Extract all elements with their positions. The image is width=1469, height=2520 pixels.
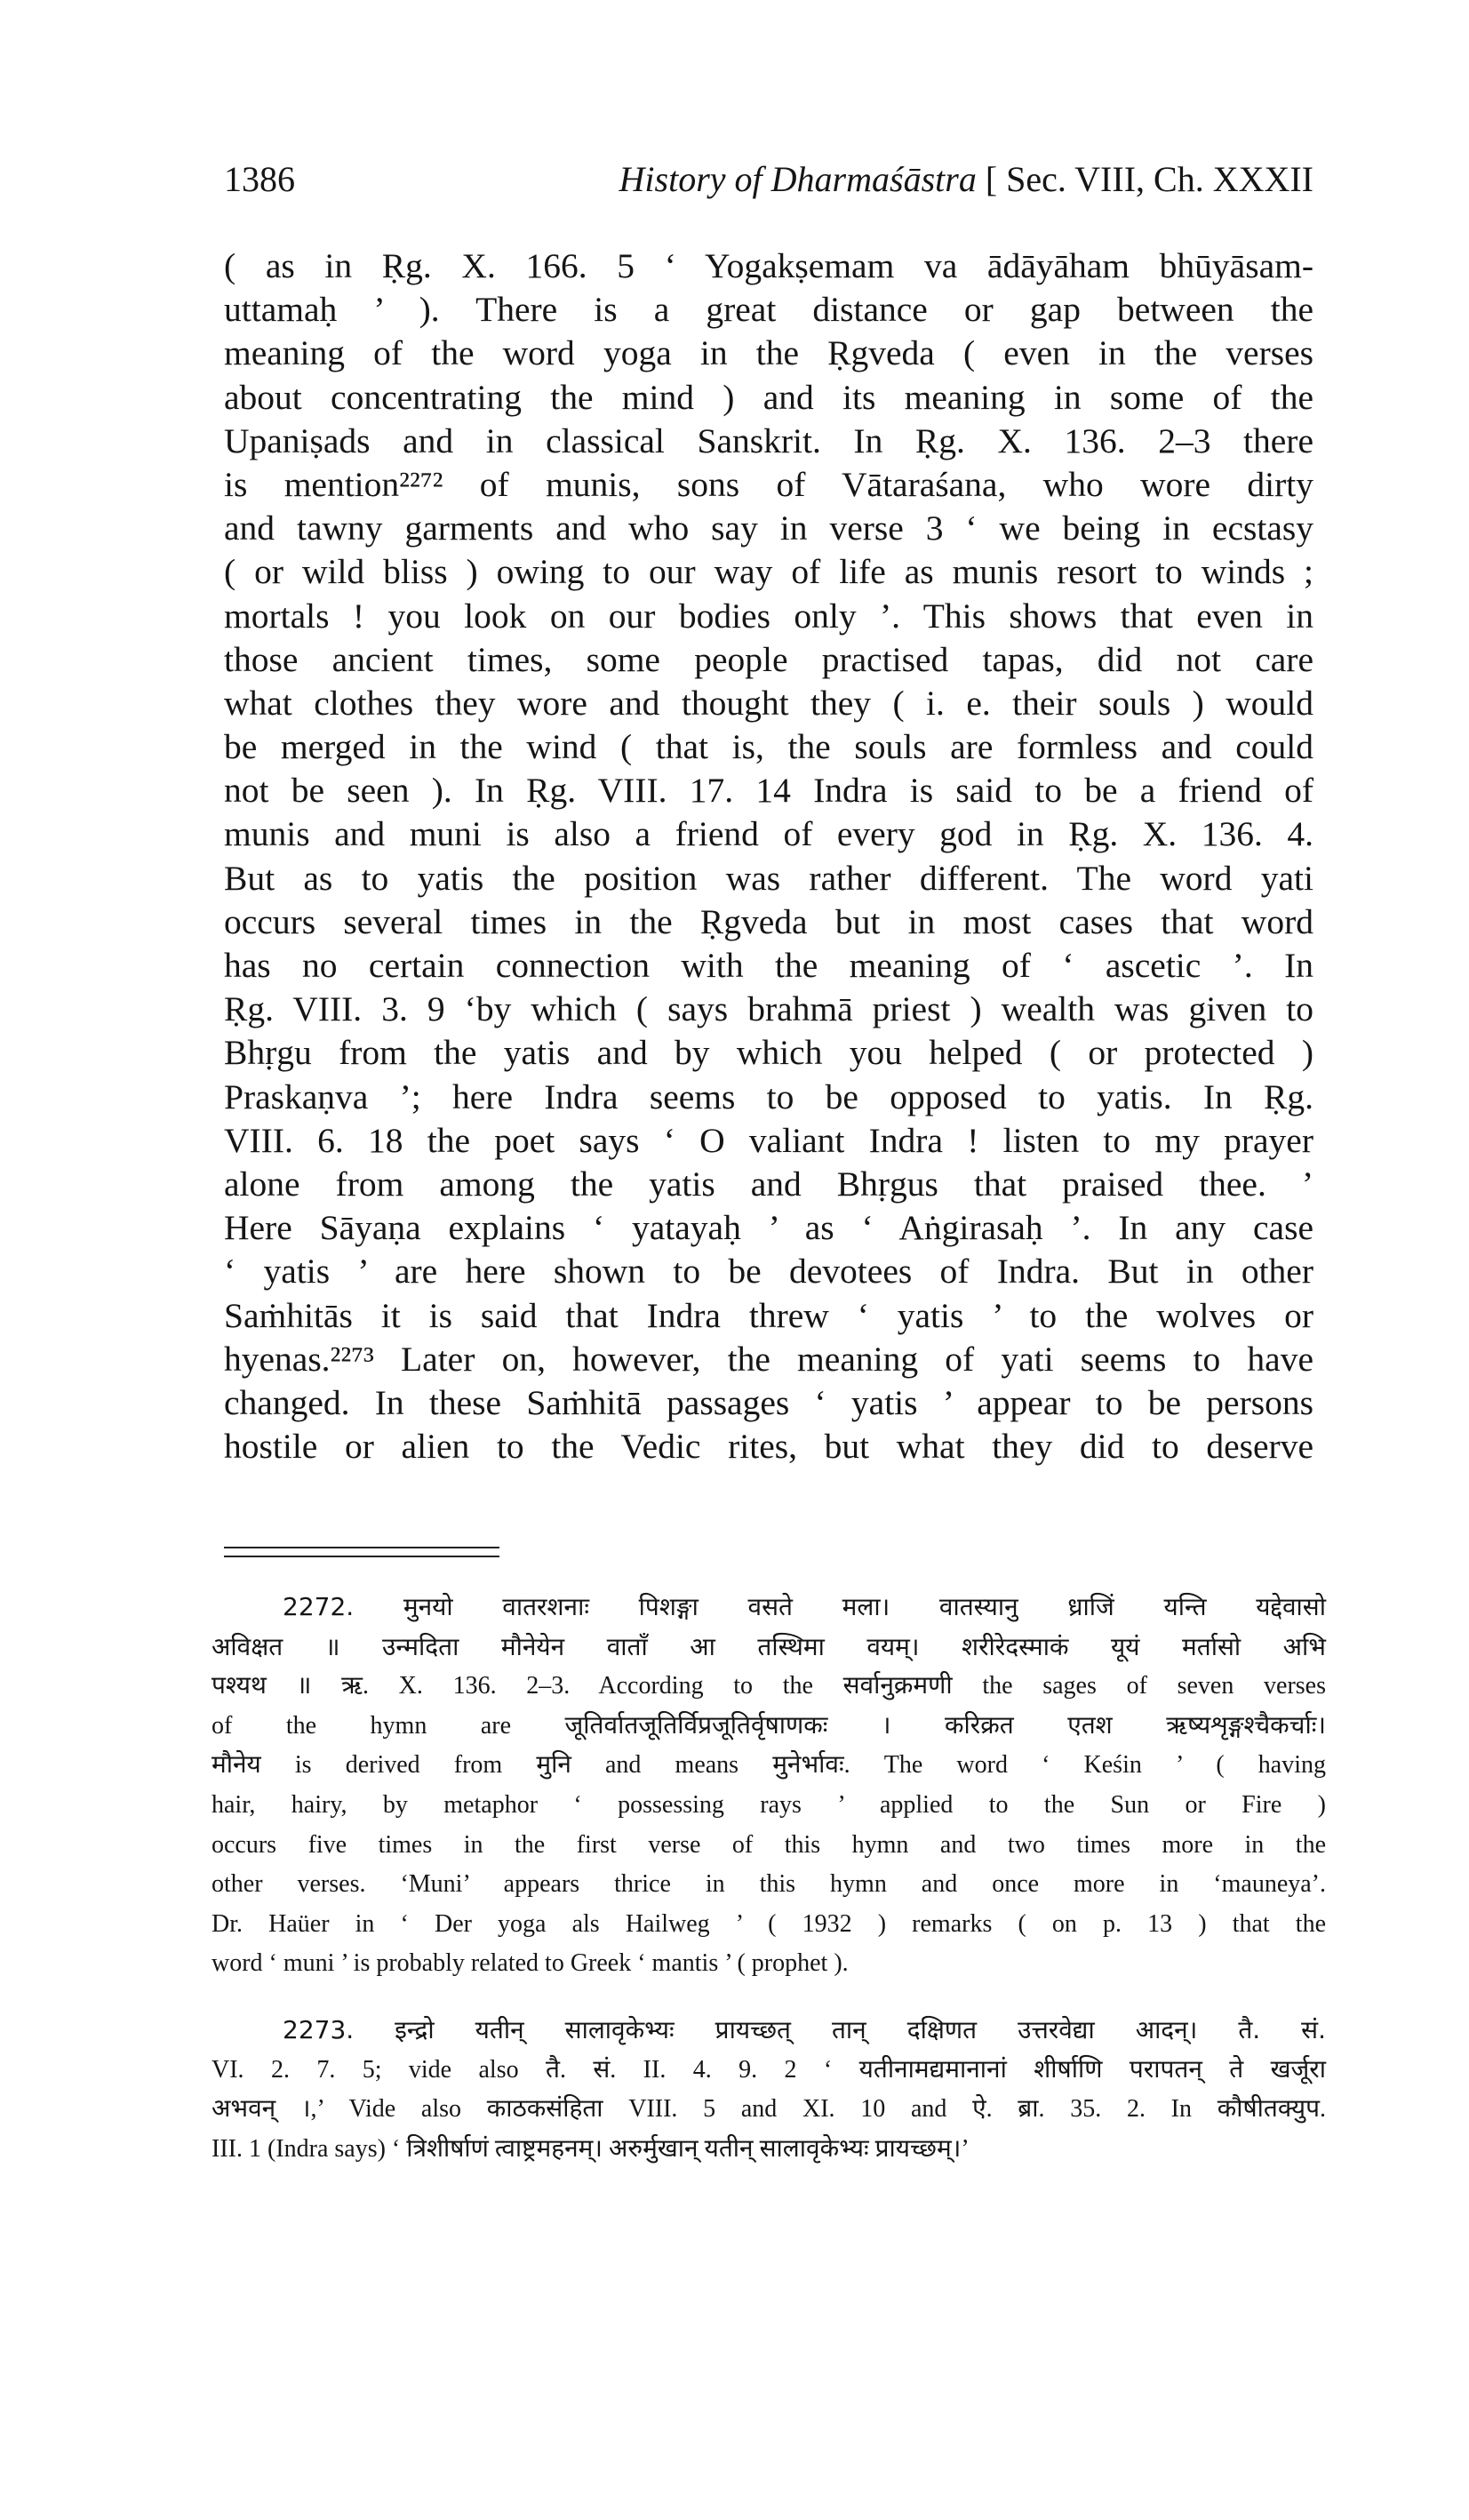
text-line: has no certain connection with the meaning of ‘ ascetic ’. In [224, 946, 1313, 985]
text-line: occurs several times in the Ṛgveda but in most cases that word [224, 901, 1313, 941]
text-line: VIII. 6. 18 the poet says ‘ O valiant Indra ! listen to my prayer [224, 1120, 1313, 1160]
text-line: Bhṛgu from the yatis and by which you helped ( or protected ) [224, 1033, 1313, 1073]
text-line: be merged in the wind ( that is, the souls are formless and could [224, 727, 1313, 767]
footnote-2273-line: अभवन् ।,’ Vide also काठकसंहिता VIII. 5 and XI. 10 and ऐ. ब्रा. 35. 2. In कौषीतक्युप. [212, 2095, 1326, 2124]
footnote-2272-line: word ‘ muni ’ is probably related to Greek ‘ mantis ’ ( prophet ). [212, 1949, 849, 1978]
text-line: ( as in Ṛg. X. 166. 5 ‘ Yogakṣemam va ādāyāham bhūyāsam- [224, 246, 1313, 285]
footnote-2272-line: Dr. Haüer in ‘ Der yoga als Hailweg ’ ( 1932 ) remarks ( on p. 13 ) that the [212, 1909, 1326, 1938]
text-line: ‘ yatis ’ are here shown to be devotees of Indra. But in other [224, 1252, 1313, 1292]
text-line: about concentrating the mind ) and its meaning in some of the [224, 377, 1313, 417]
page-header [224, 158, 1313, 212]
running-title [619, 158, 1313, 200]
footnote-2272-line: of the hymn are जूतिर्वातजूतिर्विप्रजूतिर्वृषाणकः । करिक्रत एतश ऋष्यशृङ्गश्चैकर्चाः। [212, 1711, 1326, 1740]
footnote-2272-line: पश्यथ ॥ ऋ. X. 136. 2–3. According to the सर्वानुक्रमणी the sages of seven verses [212, 1672, 1326, 1700]
text-line: uttamaḥ ’ ). There is a great distance or gap between the [224, 290, 1313, 330]
footnote-2272-line: occurs five times in the first verse of this hymn and two times more in the [212, 1830, 1326, 1859]
text-line: is mention²²⁷² of munis, sons of Vātaraśana, who wore dirty [224, 464, 1313, 504]
text-line: and tawny garments and who say in verse 3 ‘ we being in ecstasy [224, 508, 1313, 548]
footnote-gap [212, 1984, 1326, 2011]
text-line: hyenas.²²⁷³ Later on, however, the meaning of yati seems to have [224, 1339, 1313, 1379]
book-title: History of Dharmaśāstra [619, 159, 977, 199]
text-line: Ṛg. VIII. 3. 9 ‘by which ( says brahmā priest ) wealth was given to [224, 989, 1313, 1029]
text-line: alone from among the yatis and Bhṛgus that praised thee. ’ [224, 1164, 1313, 1204]
footnote-2272-line: other verses. ‘Muni’ appears thrice in this hymn and once more in ‘mauneya’. [212, 1870, 1326, 1899]
footnote-2273-line: VI. 2. 7. 5; vide also तै. सं. II. 4. 9. 2 ‘ यतीनामद्यमानानां शीर्षाणि परापतन् ते खर्जूरा [212, 2055, 1326, 2084]
footnote-2272-line: अविक्षत ॥ उन्मदिता मौनेयेन वाताँ आ तस्थिमा वयम्। शरीरेदस्माकं यूयं मर्तासो अभि [212, 1631, 1326, 1661]
text-line: changed. In these Saṁhitā passages ‘ yatis ’ appear to be persons [224, 1382, 1313, 1422]
text-line: those ancient times, some people practised tapas, did not care [224, 639, 1313, 679]
text-line: But as to yatis the position was rather different. The word yati [224, 858, 1313, 898]
text-line: Here Sāyaṇa explains ‘ yatayaḥ ’ as ‘ Aṅgirasaḥ ’. In any case [224, 1208, 1313, 1248]
text-line: what clothes they wore and thought they ( i. e. their souls ) would [224, 683, 1313, 723]
footnote-2272-line: hair, hairy, by metaphor ‘ possessing rays ’ applied to the Sun or Fire ) [212, 1790, 1326, 1819]
text-line: mortals ! you look on our bodies only ’. This shows that even in [224, 596, 1313, 636]
section-label: [ Sec. VIII, Ch. XXXII [985, 159, 1313, 199]
footnote-rule-second [224, 1556, 499, 1557]
page-number: 1386 [224, 159, 295, 199]
text-line: munis and muni is also a friend of every god in Ṛg. X. 136. 4. [224, 814, 1313, 854]
footnote-2273-line: 2273. इन्द्रो यतीन् सालावृकेभ्यः प्रायच्छत् तान् दक्षिणत उत्तरवेद्या आदन्। तै. सं. [283, 2014, 1326, 2044]
text-line: ( or wild bliss ) owing to our way of life as munis resort to winds ; [224, 552, 1313, 592]
text-line: Praskaṇva ’; here Indra seems to be opposed to yatis. In Ṛg. [224, 1076, 1313, 1116]
footnote-2273-line: III. 1 (Indra says) ‘ त्रिशीर्षाणं त्वाष्ट्रमहनम्। अरुर्मुखान् यतीन् सालावृकेभ्यः प्रायच्छम्।’ [212, 2134, 970, 2163]
text-line: Saṁhitās it is said that Indra threw ‘ yatis ’ to the wolves or [224, 1295, 1313, 1335]
footnote-rule [224, 1547, 499, 1548]
text-line: Upaniṣads and in classical Sanskrit. In Ṛg. X. 136. 2–3 there [224, 420, 1313, 460]
text-line: not be seen ). In Ṛg. VIII. 17. 14 Indra is said to be a friend of [224, 771, 1313, 811]
main-text [224, 244, 1313, 1468]
footnotes [212, 1588, 1326, 2169]
footnote-2272-line: मौनेय is derived from मुनि and means मुनेर्भावः. The word ‘ Keśin ’ ( having [212, 1751, 1326, 1780]
footnote-2272-line: 2272. मुनयो वातरशनाः पिशङ्गा वसते मला। वातस्यानु ध्राजिं यन्ति यद्देवासो [283, 1592, 1326, 1621]
text-line: meaning of the word yoga in the Ṛgveda ( even in the verses [224, 333, 1313, 373]
text-line: hostile or alien to the Vedic rites, but what they did to deserve [224, 1427, 1313, 1467]
